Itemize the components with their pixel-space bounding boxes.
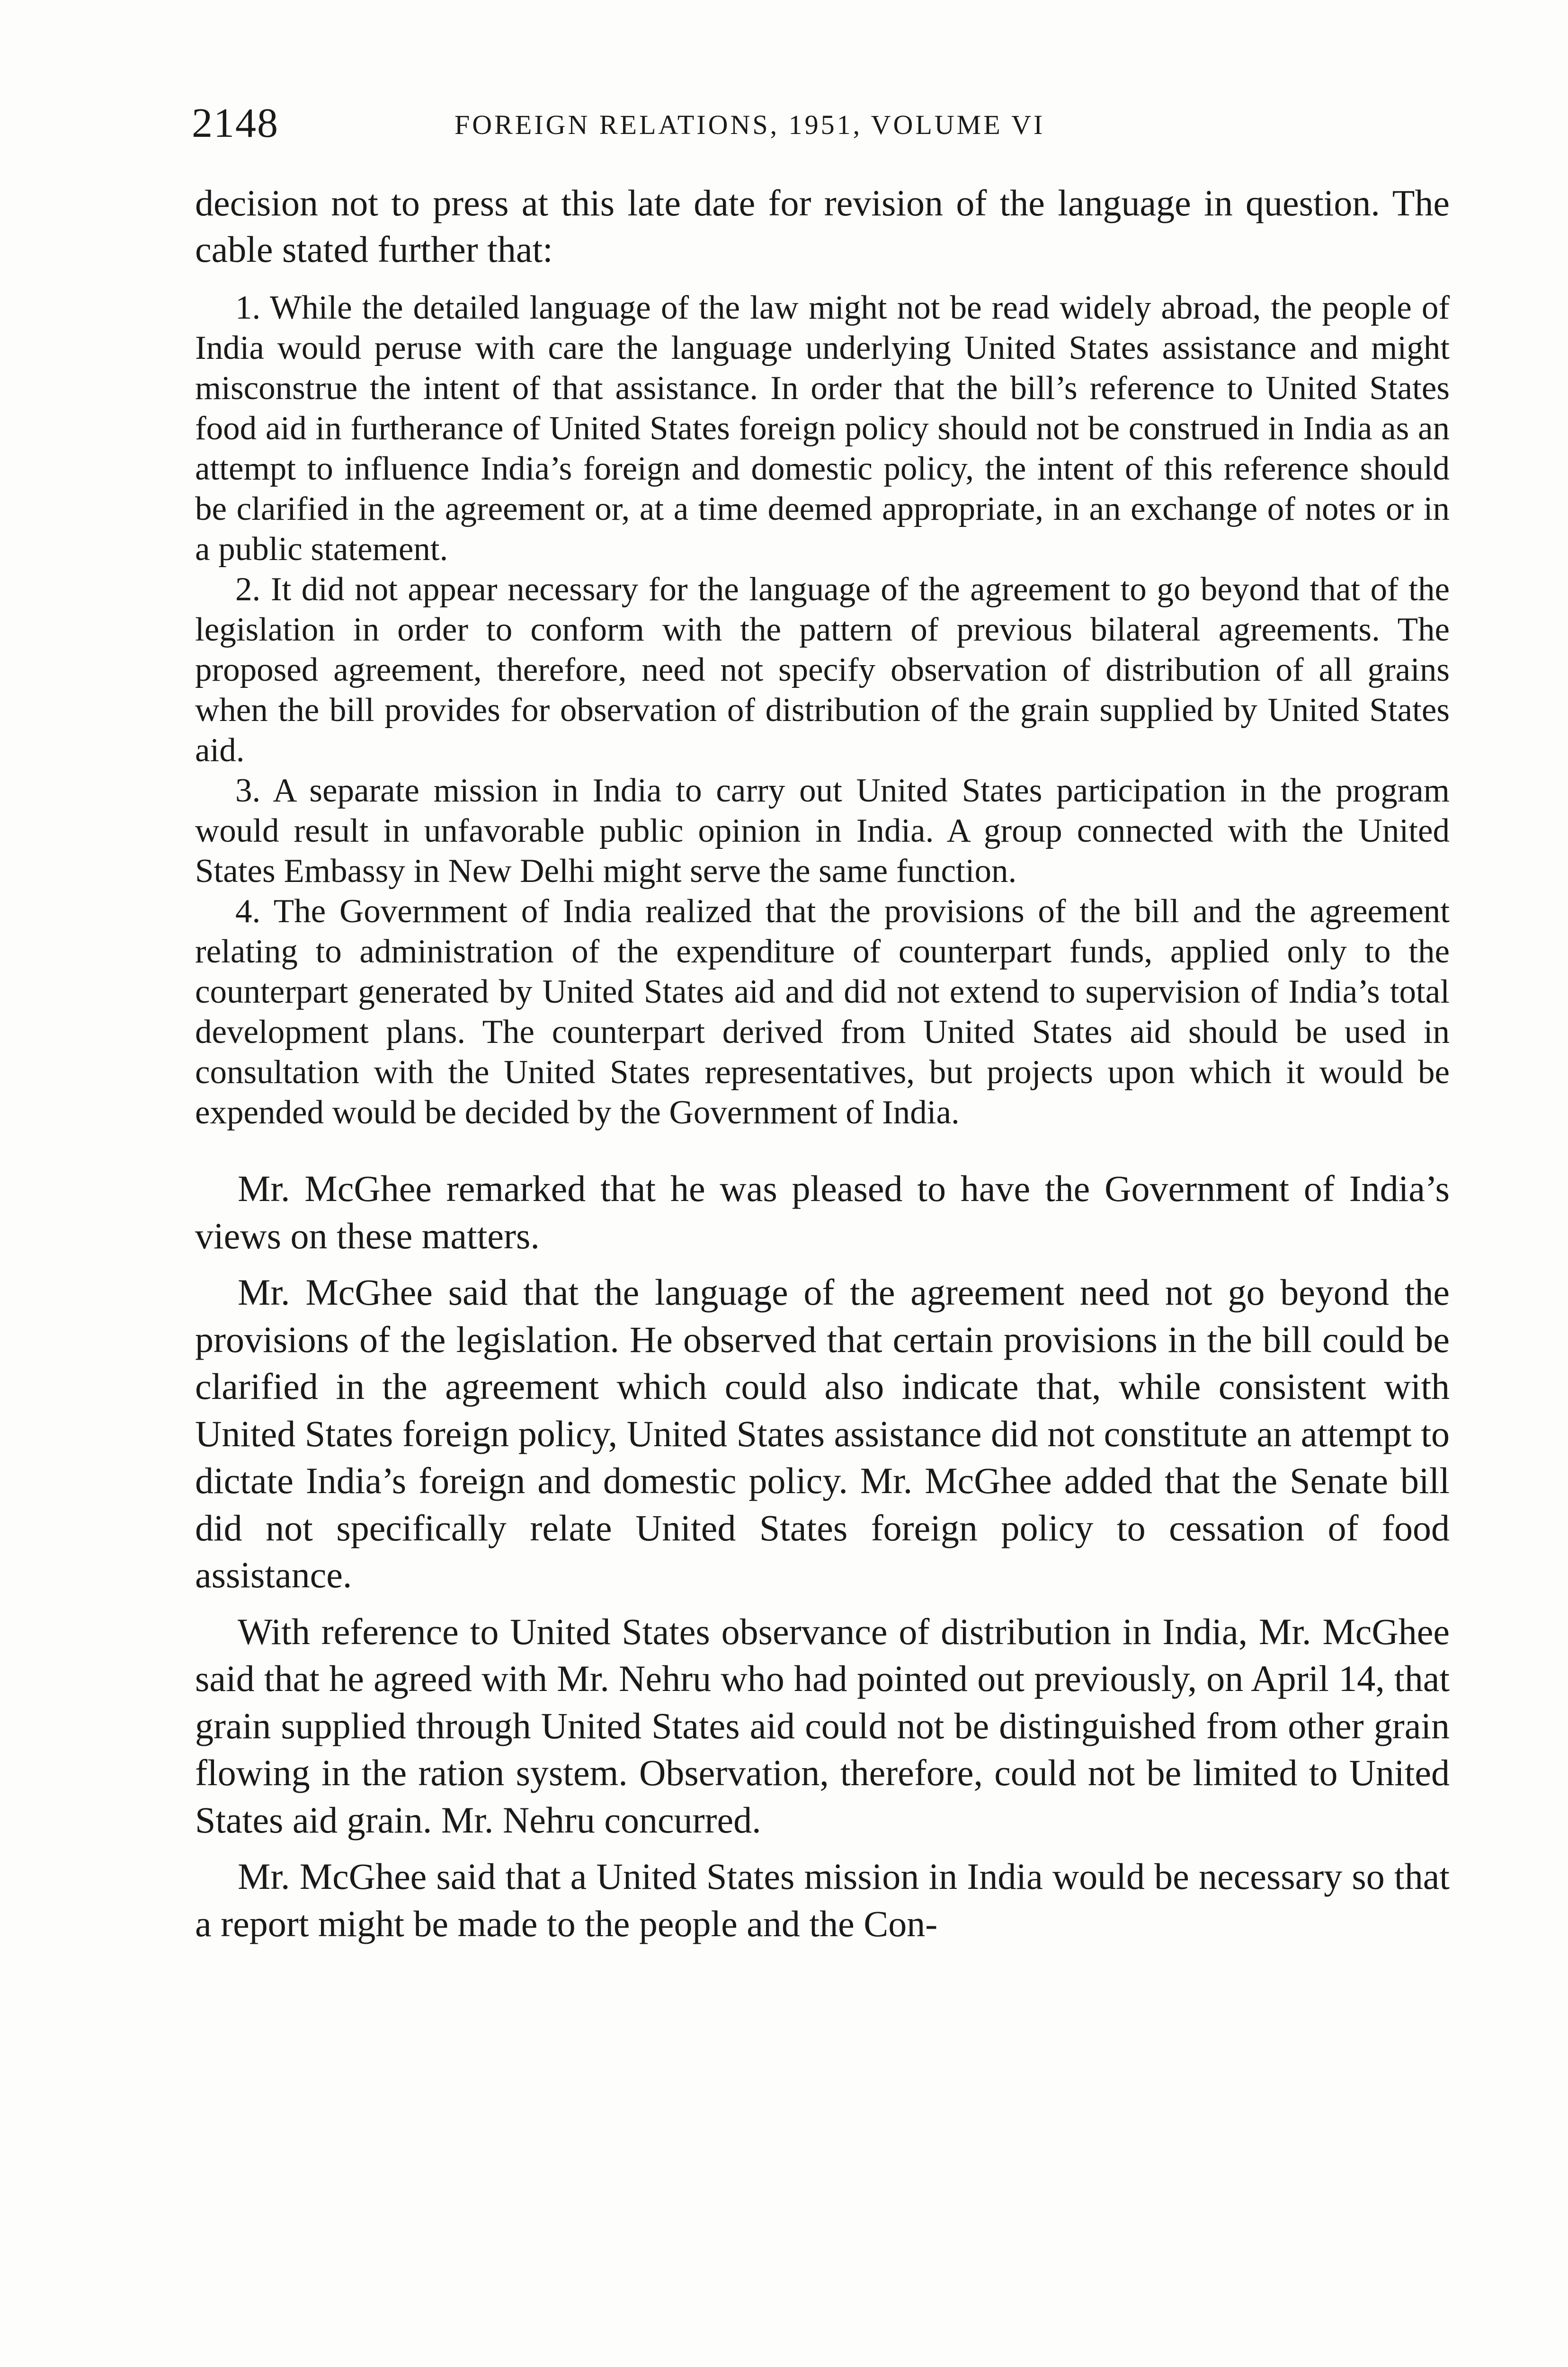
- page-number: 2148: [192, 100, 279, 146]
- list-item: [195, 771, 1450, 891]
- list-item-number: 3.: [235, 772, 261, 809]
- running-header: [192, 99, 1446, 151]
- list-item-number: 4.: [235, 893, 261, 930]
- list-item: [195, 570, 1450, 771]
- list-item-number: 2.: [235, 571, 261, 608]
- body-text: [195, 180, 1450, 1947]
- body-paragraph: Mr. McGhee said that the language of the agreement need not go beyond the provisions of the legislation. He observed that certain provisions in the bill could be clarified in the agreement which could also indicate that, while consistent with United States foreign policy, United States assistance did not constitute an attempt to dictate India’s foreign and domestic policy. Mr. McGhee added that the Senate bill did not specifically relate United States foreign policy to cessation of food assistance.: [195, 1272, 1450, 1595]
- list-item: [195, 891, 1450, 1133]
- numbered-list: [195, 288, 1450, 1133]
- list-item-text: It did not appear necessary for the language of the agreement to go beyond that of the legislation in order to conform with the pattern of previous bilateral agreements. The proposed agreement, therefore, need not specify observation of distribution of all grains when the bill provides for observation of distribution of the grain supplied by United States aid.: [195, 571, 1450, 769]
- body-paragraph: Mr. McGhee remarked that he was pleased to have the Government of India’s views on these matters.: [195, 1168, 1450, 1256]
- list-item: [195, 288, 1450, 570]
- lead-paragraph: decision not to press at this late date for revision of the language in question. The cable stated further that:: [195, 182, 1450, 270]
- body-paragraph: With reference to United States observance of distribution in India, Mr. McGhee said that he agreed with Mr. Nehru who had pointed out previously, on April 14, that grain supplied through United States aid could not be distinguished from other grain flowing in the ration system. Observation, therefore, could not be limited to United States aid grain. Mr. Nehru concurred.: [195, 1611, 1450, 1841]
- list-item-text: While the detailed language of the law might not be read widely abroad, the people of India would peruse with care the language underlying United States assistance and might misconstrue the intent of that assistance. In order that the bill’s reference to United States food aid in furtherance of United States foreign policy should not be construed in India as an attempt to influence India’s foreign and domestic policy, the intent of this reference should be clarified in the agreement or, at a time deemed appropriate, in an exchange of notes or in a public statement.: [195, 289, 1450, 568]
- running-title: FOREIGN RELATIONS, 1951, VOLUME VI: [454, 109, 1045, 140]
- list-item-text: A separate mission in India to carry out United States participation in the program would result in unfavorable public opinion in India. A group connected with the United States Embassy in New Delhi might serve the same function.: [195, 772, 1450, 890]
- body-paragraph: Mr. McGhee said that a United States mission in India would be necessary so that a report might be made to the people and the Con-: [195, 1856, 1450, 1944]
- list-item-text: The Government of India realized that the provisions of the bill and the agreement relating to administration of the expenditure of counterpart funds, applied only to the counterpart generated by United States aid and did not extend to supervision of India’s total development plans. The counterpart derived from United States aid should be used in consultation with the United States representatives, but projects upon which it would be expended would be decided by the Government of India.: [195, 893, 1450, 1131]
- list-item-number: 1.: [235, 289, 261, 326]
